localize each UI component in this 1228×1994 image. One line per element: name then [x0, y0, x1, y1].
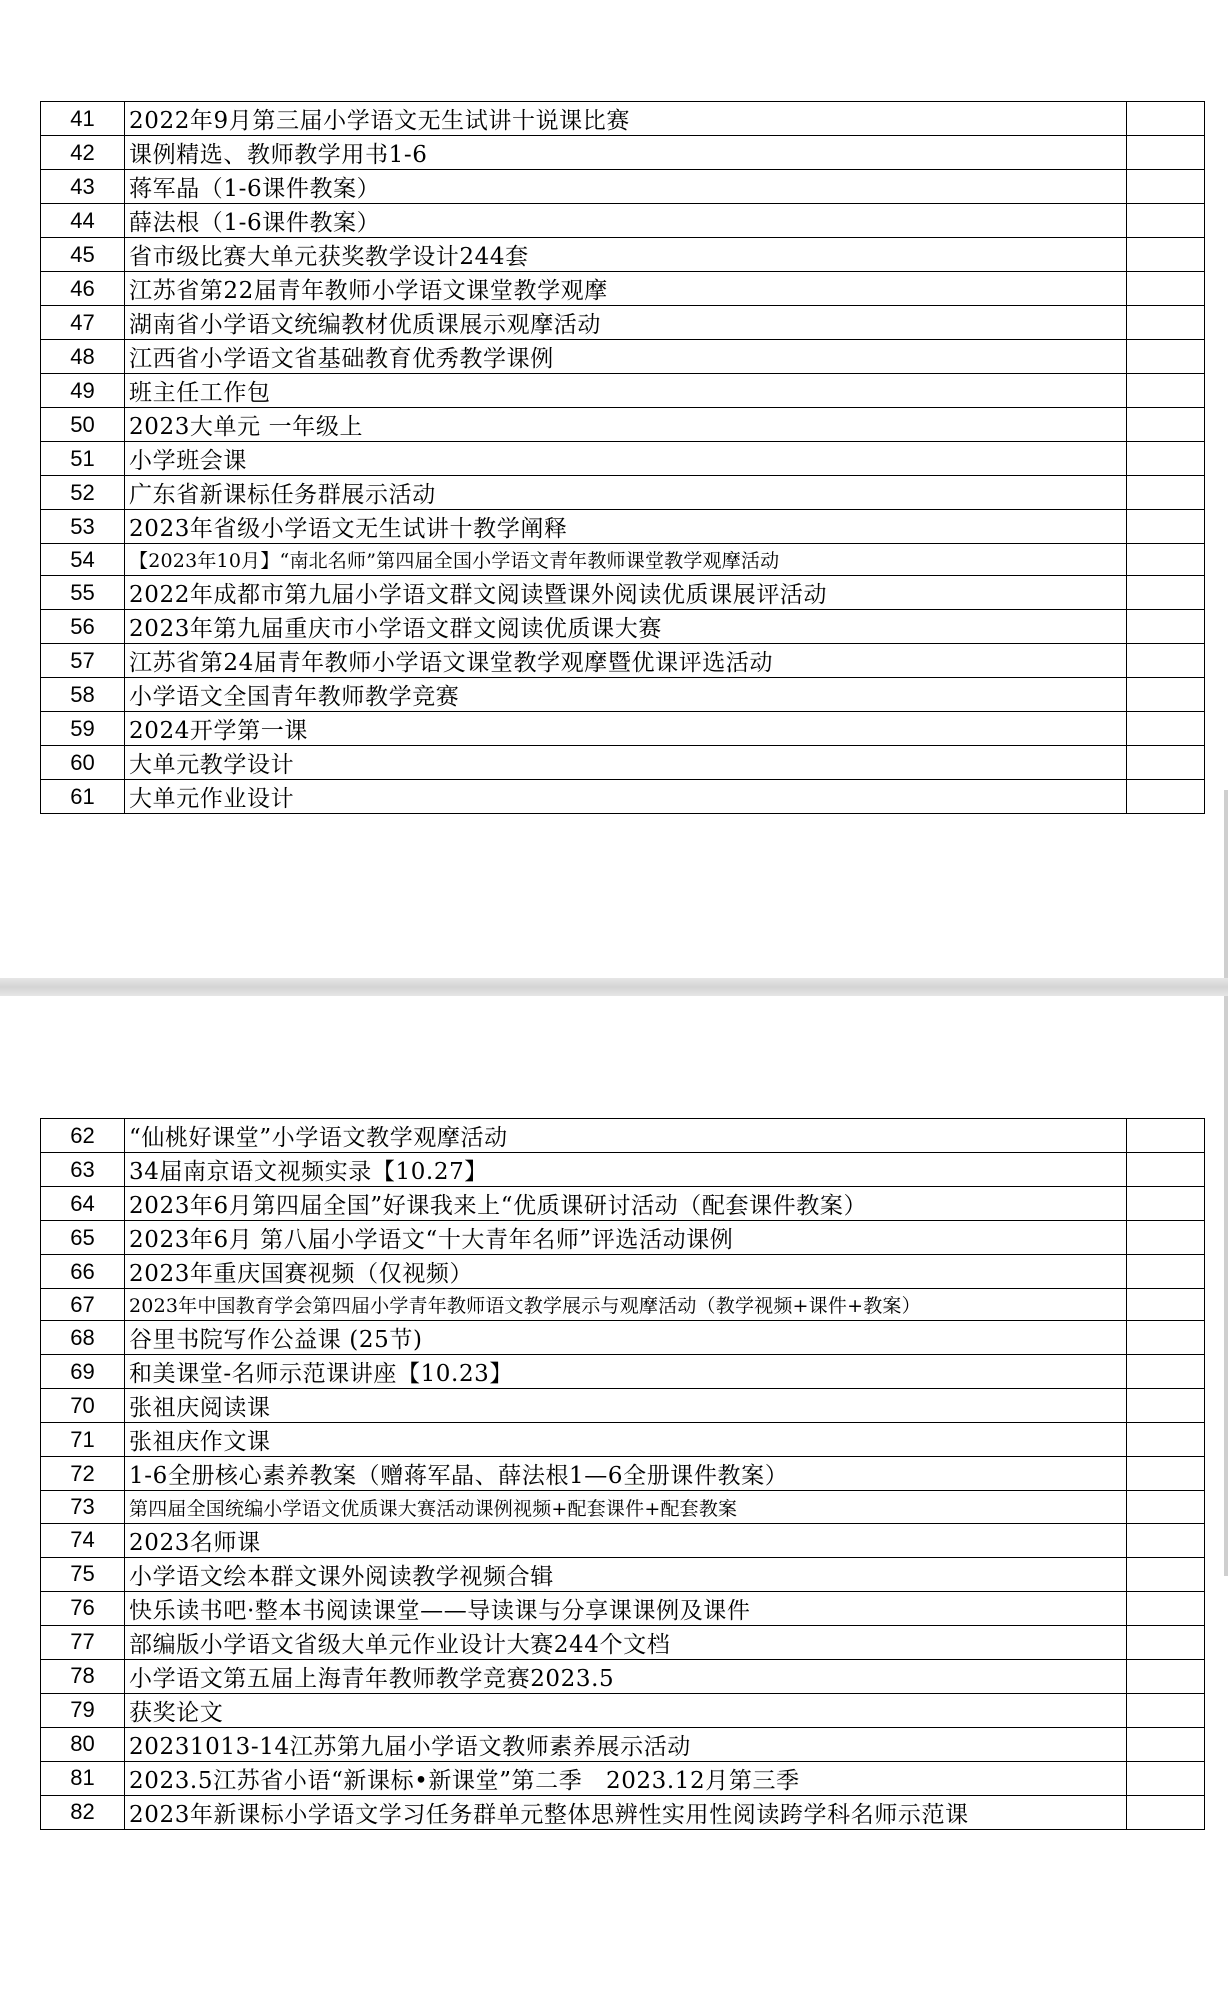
resource-title: 1-6全册核心素养教案（赠蒋军晶、薛法根1—6全册课件教案） [125, 1457, 1127, 1491]
resource-title: 2023.5江苏省小语“新课标•新课堂”第二季 2023.12月第三季 [125, 1761, 1127, 1795]
resource-title: 2022年9月第三届小学语文无生试讲十说课比赛 [125, 102, 1127, 136]
table-row [41, 610, 1205, 644]
row-number: 43 [41, 170, 125, 204]
resource-title: 部编版小学语文省级大单元作业设计大赛244个文档 [125, 1625, 1127, 1659]
empty-cell [1127, 1795, 1205, 1829]
table-row [41, 442, 1205, 476]
row-number: 76 [41, 1591, 125, 1625]
resource-title: 课例精选、教师教学用书1-6 [125, 136, 1127, 170]
row-number: 55 [41, 576, 125, 610]
empty-cell [1127, 1221, 1205, 1255]
row-number: 78 [41, 1659, 125, 1693]
empty-cell [1127, 306, 1205, 340]
resource-title: 江西省小学语文省基础教育优秀教学课例 [125, 340, 1127, 374]
row-number: 45 [41, 238, 125, 272]
table-row [41, 1557, 1205, 1591]
empty-cell [1127, 1727, 1205, 1761]
document-page-2 [0, 996, 1228, 1994]
table-row [41, 1727, 1205, 1761]
table-row [41, 238, 1205, 272]
row-number: 46 [41, 272, 125, 306]
row-number: 68 [41, 1321, 125, 1355]
row-number: 62 [41, 1119, 125, 1153]
table-row [41, 408, 1205, 442]
resource-title: 2023年中国教育学会第四届小学青年教师语文教学展示与观摩活动（教学视频+课件+教案） [125, 1289, 1127, 1321]
resource-title: 2023名师课 [125, 1523, 1127, 1557]
table-row [41, 1591, 1205, 1625]
row-number: 81 [41, 1761, 125, 1795]
empty-cell [1127, 510, 1205, 544]
empty-cell [1127, 136, 1205, 170]
row-number: 75 [41, 1557, 125, 1591]
empty-cell [1127, 746, 1205, 780]
empty-cell [1127, 272, 1205, 306]
row-number: 80 [41, 1727, 125, 1761]
empty-cell [1127, 408, 1205, 442]
table-row [41, 272, 1205, 306]
empty-cell [1127, 1557, 1205, 1591]
resource-title: 2023年新课标小学语文学习任务群单元整体思辨性实用性阅读跨学科名师示范课 [125, 1795, 1127, 1829]
resource-title: 【2023年10月】“南北名师”第四届全国小学语文青年教师课堂教学观摩活动 [125, 544, 1127, 576]
table-row [41, 1423, 1205, 1457]
resource-title: 张祖庆作文课 [125, 1423, 1127, 1457]
resource-list-table [40, 1118, 1205, 1830]
empty-cell [1127, 1591, 1205, 1625]
resource-title: 快乐读书吧·整本书阅读课堂——导读课与分享课课例及课件 [125, 1591, 1127, 1625]
row-number: 74 [41, 1523, 125, 1557]
table-row [41, 510, 1205, 544]
page-separator [0, 978, 1228, 996]
table-row [41, 1355, 1205, 1389]
resource-title: 蒋军晶（1-6课件教案） [125, 170, 1127, 204]
resource-title: 小学语文全国青年教师教学竞赛 [125, 678, 1127, 712]
table-row [41, 1187, 1205, 1221]
table-row [41, 1761, 1205, 1795]
row-number: 69 [41, 1355, 125, 1389]
empty-cell [1127, 1423, 1205, 1457]
empty-cell [1127, 1187, 1205, 1221]
empty-cell [1127, 1289, 1205, 1321]
row-number: 50 [41, 408, 125, 442]
resource-title: 小学语文绘本群文课外阅读教学视频合辑 [125, 1557, 1127, 1591]
empty-cell [1127, 712, 1205, 746]
resource-title: 省市级比赛大单元获奖教学设计244套 [125, 238, 1127, 272]
row-number: 51 [41, 442, 125, 476]
row-number: 53 [41, 510, 125, 544]
table-row [41, 1255, 1205, 1289]
document-page-1 [0, 0, 1228, 978]
empty-cell [1127, 1153, 1205, 1187]
row-number: 47 [41, 306, 125, 340]
row-number: 71 [41, 1423, 125, 1457]
empty-cell [1127, 374, 1205, 408]
resource-title: 2024开学第一课 [125, 712, 1127, 746]
table-row [41, 712, 1205, 746]
row-number: 48 [41, 340, 125, 374]
resource-title: 张祖庆阅读课 [125, 1389, 1127, 1423]
row-number: 70 [41, 1389, 125, 1423]
resource-title: 第四届全国统编小学语文优质课大赛活动课例视频+配套课件+配套教案 [125, 1491, 1127, 1523]
resource-title: 2023年省级小学语文无生试讲十教学阐释 [125, 510, 1127, 544]
row-number: 57 [41, 644, 125, 678]
resource-title: 小学班会课 [125, 442, 1127, 476]
resource-title: 2022年成都市第九届小学语文群文阅读暨课外阅读优质课展评活动 [125, 576, 1127, 610]
row-number: 42 [41, 136, 125, 170]
empty-cell [1127, 1255, 1205, 1289]
resource-title: 江苏省第22届青年教师小学语文课堂教学观摩 [125, 272, 1127, 306]
resource-title: 江苏省第24届青年教师小学语文课堂教学观摩暨优课评选活动 [125, 644, 1127, 678]
table-row [41, 1625, 1205, 1659]
table-row [41, 1221, 1205, 1255]
row-number: 73 [41, 1491, 125, 1523]
resource-title: 2023年第九届重庆市小学语文群文阅读优质课大赛 [125, 610, 1127, 644]
row-number: 67 [41, 1289, 125, 1321]
table-row [41, 1491, 1205, 1523]
empty-cell [1127, 1625, 1205, 1659]
empty-cell [1127, 1389, 1205, 1423]
table-row [41, 1457, 1205, 1491]
table-row [41, 340, 1205, 374]
resource-title: 2023大单元 一年级上 [125, 408, 1127, 442]
resource-title: 薛法根（1-6课件教案） [125, 204, 1127, 238]
resource-title: 广东省新课标任务群展示活动 [125, 476, 1127, 510]
table-row [41, 1321, 1205, 1355]
table-row [41, 644, 1205, 678]
row-number: 63 [41, 1153, 125, 1187]
scroll-edge [1224, 790, 1228, 978]
table-row [41, 576, 1205, 610]
row-number: 44 [41, 204, 125, 238]
row-number: 77 [41, 1625, 125, 1659]
row-number: 60 [41, 746, 125, 780]
row-number: 61 [41, 780, 125, 814]
resource-title: 获奖论文 [125, 1693, 1127, 1727]
table-row [41, 1153, 1205, 1187]
empty-cell [1127, 1321, 1205, 1355]
resource-list-table [40, 101, 1205, 814]
empty-cell [1127, 1457, 1205, 1491]
resource-title: 2023年6月 第八届小学语文“十大青年名师”评选活动课例 [125, 1221, 1127, 1255]
empty-cell [1127, 238, 1205, 272]
empty-cell [1127, 576, 1205, 610]
scroll-edge [1224, 996, 1228, 1576]
empty-cell [1127, 780, 1205, 814]
empty-cell [1127, 442, 1205, 476]
empty-cell [1127, 1491, 1205, 1523]
table-row [41, 204, 1205, 238]
table-row [41, 306, 1205, 340]
table-row [41, 746, 1205, 780]
resource-title: 湖南省小学语文统编教材优质课展示观摩活动 [125, 306, 1127, 340]
table-row [41, 544, 1205, 576]
empty-cell [1127, 1119, 1205, 1153]
empty-cell [1127, 1523, 1205, 1557]
table-row [41, 1659, 1205, 1693]
table-row [41, 136, 1205, 170]
table-row [41, 1523, 1205, 1557]
empty-cell [1127, 1693, 1205, 1727]
table-row [41, 678, 1205, 712]
row-number: 54 [41, 544, 125, 576]
resource-title: 和美课堂-名师示范课讲座【10.23】 [125, 1355, 1127, 1389]
row-number: 65 [41, 1221, 125, 1255]
empty-cell [1127, 544, 1205, 576]
table-row [41, 1693, 1205, 1727]
empty-cell [1127, 204, 1205, 238]
empty-cell [1127, 340, 1205, 374]
row-number: 66 [41, 1255, 125, 1289]
resource-title: 2023年6月第四届全国”好课我来上“优质课研讨活动（配套课件教案） [125, 1187, 1127, 1221]
resource-title: 谷里书院写作公益课 (25节) [125, 1321, 1127, 1355]
table-row [41, 780, 1205, 814]
empty-cell [1127, 476, 1205, 510]
row-number: 41 [41, 102, 125, 136]
table-row [41, 1289, 1205, 1321]
empty-cell [1127, 1761, 1205, 1795]
table-row [41, 170, 1205, 204]
table-row [41, 374, 1205, 408]
resource-title: 小学语文第五届上海青年教师教学竞赛2023.5 [125, 1659, 1127, 1693]
resource-title: 大单元作业设计 [125, 780, 1127, 814]
table-row [41, 1389, 1205, 1423]
row-number: 82 [41, 1795, 125, 1829]
table-row [41, 1119, 1205, 1153]
resource-title: “仙桃好课堂”小学语文教学观摩活动 [125, 1119, 1127, 1153]
empty-cell [1127, 644, 1205, 678]
row-number: 56 [41, 610, 125, 644]
empty-cell [1127, 170, 1205, 204]
row-number: 58 [41, 678, 125, 712]
empty-cell [1127, 610, 1205, 644]
row-number: 52 [41, 476, 125, 510]
empty-cell [1127, 1659, 1205, 1693]
row-number: 79 [41, 1693, 125, 1727]
row-number: 59 [41, 712, 125, 746]
table-row [41, 476, 1205, 510]
resource-title: 34届南京语文视频实录【10.27】 [125, 1153, 1127, 1187]
row-number: 64 [41, 1187, 125, 1221]
resource-title: 大单元教学设计 [125, 746, 1127, 780]
table-row [41, 1795, 1205, 1829]
resource-title: 20231013-14江苏第九届小学语文教师素养展示活动 [125, 1727, 1127, 1761]
empty-cell [1127, 1355, 1205, 1389]
resource-title: 班主任工作包 [125, 374, 1127, 408]
row-number: 49 [41, 374, 125, 408]
resource-title: 2023年重庆国赛视频（仅视频） [125, 1255, 1127, 1289]
row-number: 72 [41, 1457, 125, 1491]
empty-cell [1127, 102, 1205, 136]
empty-cell [1127, 678, 1205, 712]
table-row [41, 102, 1205, 136]
